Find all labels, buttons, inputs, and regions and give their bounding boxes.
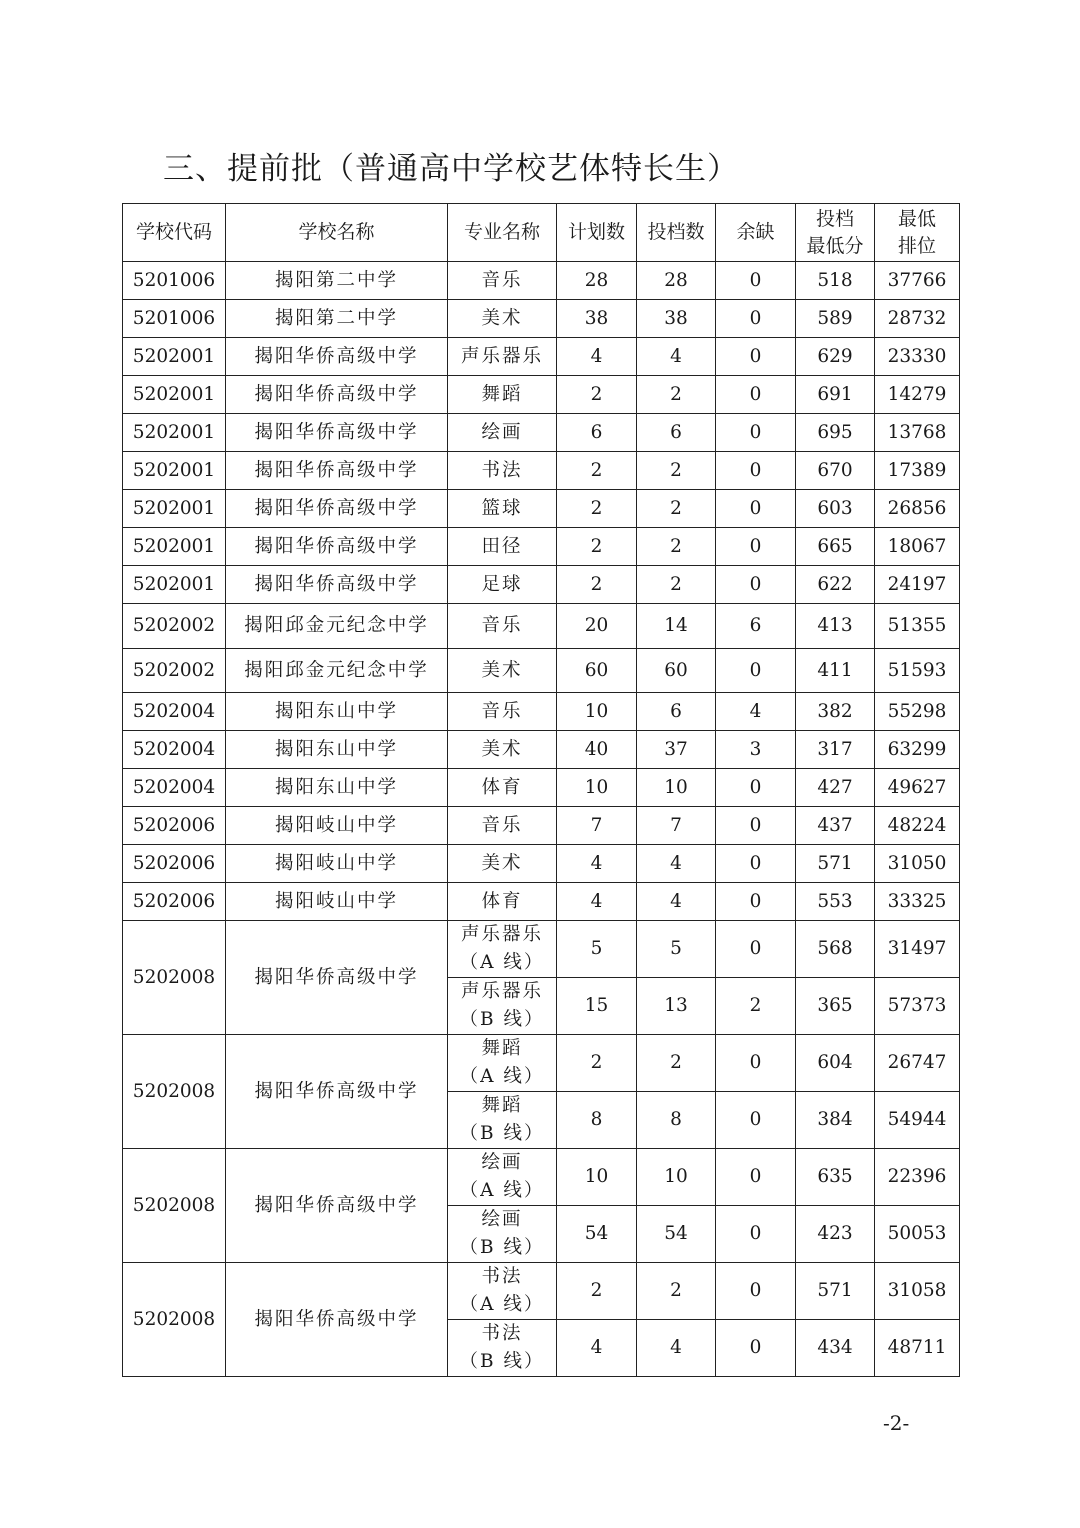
cell-plan: 2: [557, 452, 637, 490]
cell-score: 518: [796, 262, 875, 300]
cell-vacancy: 0: [716, 649, 796, 693]
cell-filed: 38: [637, 300, 716, 338]
cell-vacancy: 0: [716, 566, 796, 604]
major-line-tag: （A 线）: [459, 1294, 545, 1315]
cell-plan: 2: [557, 1035, 637, 1092]
table-row: [123, 376, 960, 414]
section-title: 三、提前批（普通高中学校艺体特长生）: [163, 151, 739, 187]
cell-major: 音乐: [448, 693, 557, 731]
cell-rank: 63299: [875, 731, 960, 769]
major-label: 绘画: [481, 1152, 523, 1173]
cell-major: 音乐: [448, 604, 557, 649]
cell-score: 427: [796, 769, 875, 807]
cell-major: 美术: [448, 300, 557, 338]
cell-code: 5202001: [123, 528, 226, 566]
table-row: [123, 807, 960, 845]
cell-filed: 14: [637, 604, 716, 649]
table-row: [123, 845, 960, 883]
cell-rank: 14279: [875, 376, 960, 414]
cell-vacancy: 0: [716, 1320, 796, 1377]
cell-name: 揭阳华侨高级中学: [226, 490, 448, 528]
cell-major: [448, 978, 557, 1035]
cell-name: 揭阳岐山中学: [226, 883, 448, 921]
cell-name: 揭阳华侨高级中学: [226, 338, 448, 376]
cell-plan: 20: [557, 604, 637, 649]
cell-vacancy: 2: [716, 978, 796, 1035]
table-row: [123, 262, 960, 300]
cell-filed: 4: [637, 845, 716, 883]
cell-score: 665: [796, 528, 875, 566]
table-row: [123, 1035, 960, 1092]
major-label: 舞蹈: [481, 1038, 523, 1059]
cell-filed: 10: [637, 769, 716, 807]
table-row: [123, 769, 960, 807]
major-line-tag: （B 线）: [459, 1237, 545, 1258]
cell-name: 揭阳华侨高级中学: [226, 921, 448, 1035]
header-min-score: [796, 204, 875, 262]
cell-name: 揭阳第二中学: [226, 262, 448, 300]
cell-filed: 8: [637, 1092, 716, 1149]
cell-rank: 49627: [875, 769, 960, 807]
cell-major: 体育: [448, 769, 557, 807]
table-row: [123, 604, 960, 649]
cell-filed: 6: [637, 693, 716, 731]
cell-score: 635: [796, 1149, 875, 1206]
header-name: 学校名称: [226, 204, 448, 262]
table-row: [123, 1263, 960, 1320]
cell-vacancy: 0: [716, 300, 796, 338]
cell-name: 揭阳华侨高级中学: [226, 528, 448, 566]
cell-vacancy: 3: [716, 731, 796, 769]
cell-plan: 10: [557, 769, 637, 807]
cell-plan: 4: [557, 883, 637, 921]
cell-code: 5202001: [123, 414, 226, 452]
major-label: 绘画: [481, 1209, 523, 1230]
header-filed: 投档数: [637, 204, 716, 262]
cell-score: 670: [796, 452, 875, 490]
cell-score: 691: [796, 376, 875, 414]
header-plan: 计划数: [557, 204, 637, 262]
cell-name: 揭阳邱金元纪念中学: [226, 604, 448, 649]
cell-name: 揭阳岐山中学: [226, 845, 448, 883]
cell-filed: 2: [637, 452, 716, 490]
cell-score: 382: [796, 693, 875, 731]
cell-vacancy: 0: [716, 414, 796, 452]
cell-filed: 13: [637, 978, 716, 1035]
cell-major: 体育: [448, 883, 557, 921]
cell-code: 5202008: [123, 1149, 226, 1263]
cell-rank: 31497: [875, 921, 960, 978]
cell-plan: 2: [557, 1263, 637, 1320]
cell-major: 美术: [448, 845, 557, 883]
cell-rank: 17389: [875, 452, 960, 490]
cell-name: 揭阳东山中学: [226, 769, 448, 807]
cell-score: 437: [796, 807, 875, 845]
cell-rank: 26856: [875, 490, 960, 528]
cell-name: 揭阳第二中学: [226, 300, 448, 338]
cell-name: 揭阳东山中学: [226, 693, 448, 731]
table-row: [123, 921, 960, 978]
cell-rank: 24197: [875, 566, 960, 604]
major-line-tag: （B 线）: [459, 1009, 545, 1030]
cell-score: 553: [796, 883, 875, 921]
table-row: [123, 452, 960, 490]
cell-rank: 31050: [875, 845, 960, 883]
major-label: 声乐器乐: [460, 981, 543, 1002]
cell-vacancy: 0: [716, 1206, 796, 1263]
cell-code: 5201006: [123, 300, 226, 338]
cell-filed: 10: [637, 1149, 716, 1206]
cell-name: 揭阳华侨高级中学: [226, 1263, 448, 1377]
cell-vacancy: 0: [716, 769, 796, 807]
table-row: [123, 300, 960, 338]
cell-plan: 8: [557, 1092, 637, 1149]
cell-filed: 2: [637, 376, 716, 414]
cell-score: 571: [796, 1263, 875, 1320]
cell-major: 声乐器乐: [448, 338, 557, 376]
cell-score: 571: [796, 845, 875, 883]
page-number: -2-: [883, 1411, 910, 1435]
cell-plan: 4: [557, 845, 637, 883]
cell-vacancy: 4: [716, 693, 796, 731]
cell-vacancy: 0: [716, 883, 796, 921]
cell-vacancy: 0: [716, 490, 796, 528]
admission-table: [122, 203, 960, 1377]
cell-score: 317: [796, 731, 875, 769]
cell-major: [448, 1320, 557, 1377]
cell-score: 434: [796, 1320, 875, 1377]
cell-code: 5202008: [123, 1263, 226, 1377]
cell-filed: 4: [637, 338, 716, 376]
cell-code: 5202002: [123, 649, 226, 693]
cell-code: 5202001: [123, 376, 226, 414]
table-row: [123, 338, 960, 376]
cell-rank: 26747: [875, 1035, 960, 1092]
cell-rank: 31058: [875, 1263, 960, 1320]
cell-rank: 13768: [875, 414, 960, 452]
table-row: [123, 414, 960, 452]
cell-filed: 2: [637, 490, 716, 528]
cell-name: 揭阳东山中学: [226, 731, 448, 769]
table-row: [123, 528, 960, 566]
cell-major: 绘画: [448, 414, 557, 452]
header-min-rank-line2: 排位: [897, 234, 936, 257]
cell-score: 622: [796, 566, 875, 604]
header-row: [123, 204, 960, 262]
cell-vacancy: 6: [716, 604, 796, 649]
cell-plan: 6: [557, 414, 637, 452]
major-line-tag: （A 线）: [459, 1180, 545, 1201]
cell-score: 589: [796, 300, 875, 338]
cell-major: [448, 1092, 557, 1149]
cell-filed: 2: [637, 1035, 716, 1092]
cell-major: [448, 1149, 557, 1206]
major-label: 舞蹈: [481, 1095, 523, 1116]
cell-plan: 7: [557, 807, 637, 845]
cell-name: 揭阳华侨高级中学: [226, 452, 448, 490]
cell-major: 足球: [448, 566, 557, 604]
header-min-rank-line1: 最低: [897, 207, 936, 230]
cell-code: 5202001: [123, 452, 226, 490]
cell-filed: 60: [637, 649, 716, 693]
cell-score: 384: [796, 1092, 875, 1149]
cell-plan: 28: [557, 262, 637, 300]
cell-filed: 2: [637, 566, 716, 604]
cell-rank: 57373: [875, 978, 960, 1035]
cell-score: 603: [796, 490, 875, 528]
cell-plan: 4: [557, 1320, 637, 1377]
cell-plan: 2: [557, 528, 637, 566]
cell-code: 5202001: [123, 338, 226, 376]
header-major: 专业名称: [448, 204, 557, 262]
cell-rank: 48711: [875, 1320, 960, 1377]
cell-code: 5202002: [123, 604, 226, 649]
cell-rank: 51355: [875, 604, 960, 649]
cell-code: 5202004: [123, 731, 226, 769]
cell-major: [448, 1263, 557, 1320]
cell-score: 411: [796, 649, 875, 693]
cell-major: 美术: [448, 731, 557, 769]
cell-code: 5202008: [123, 921, 226, 1035]
cell-vacancy: 0: [716, 262, 796, 300]
cell-score: 365: [796, 978, 875, 1035]
cell-major: [448, 1206, 557, 1263]
cell-major: 音乐: [448, 262, 557, 300]
cell-score: 568: [796, 921, 875, 978]
cell-plan: 5: [557, 921, 637, 978]
cell-name: 揭阳岐山中学: [226, 807, 448, 845]
cell-rank: 54944: [875, 1092, 960, 1149]
cell-name: 揭阳华侨高级中学: [226, 376, 448, 414]
cell-name: 揭阳华侨高级中学: [226, 1149, 448, 1263]
header-min-score-line1: 投档: [815, 207, 854, 230]
cell-major: 音乐: [448, 807, 557, 845]
cell-filed: 7: [637, 807, 716, 845]
table-row: [123, 883, 960, 921]
cell-code: 5202001: [123, 566, 226, 604]
cell-filed: 2: [637, 1263, 716, 1320]
cell-code: 5202006: [123, 845, 226, 883]
cell-vacancy: 0: [716, 1035, 796, 1092]
cell-code: 5202006: [123, 883, 226, 921]
cell-plan: 2: [557, 376, 637, 414]
major-line-tag: （B 线）: [459, 1123, 545, 1144]
cell-rank: 50053: [875, 1206, 960, 1263]
cell-filed: 4: [637, 883, 716, 921]
cell-vacancy: 0: [716, 1149, 796, 1206]
cell-score: 629: [796, 338, 875, 376]
table-row: [123, 490, 960, 528]
cell-score: 604: [796, 1035, 875, 1092]
cell-vacancy: 0: [716, 528, 796, 566]
cell-code: 5202001: [123, 490, 226, 528]
cell-code: 5201006: [123, 262, 226, 300]
cell-code: 5202008: [123, 1035, 226, 1149]
cell-rank: 23330: [875, 338, 960, 376]
cell-vacancy: 0: [716, 1263, 796, 1320]
cell-code: 5202004: [123, 693, 226, 731]
cell-plan: 2: [557, 566, 637, 604]
cell-filed: 4: [637, 1320, 716, 1377]
cell-plan: 38: [557, 300, 637, 338]
cell-plan: 60: [557, 649, 637, 693]
cell-plan: 54: [557, 1206, 637, 1263]
major-label: 书法: [481, 1323, 523, 1344]
cell-rank: 55298: [875, 693, 960, 731]
cell-name: 揭阳华侨高级中学: [226, 414, 448, 452]
cell-filed: 5: [637, 921, 716, 978]
cell-name: 揭阳华侨高级中学: [226, 1035, 448, 1149]
cell-rank: 48224: [875, 807, 960, 845]
cell-filed: 6: [637, 414, 716, 452]
table-row: [123, 649, 960, 693]
cell-filed: 37: [637, 731, 716, 769]
cell-vacancy: 0: [716, 1092, 796, 1149]
cell-rank: 51593: [875, 649, 960, 693]
cell-rank: 37766: [875, 262, 960, 300]
cell-name: 揭阳邱金元纪念中学: [226, 649, 448, 693]
cell-filed: 2: [637, 528, 716, 566]
cell-plan: 10: [557, 693, 637, 731]
cell-rank: 18067: [875, 528, 960, 566]
cell-code: 5202004: [123, 769, 226, 807]
cell-score: 423: [796, 1206, 875, 1263]
cell-vacancy: 0: [716, 452, 796, 490]
cell-filed: 54: [637, 1206, 716, 1263]
cell-rank: 22396: [875, 1149, 960, 1206]
major-line-tag: （B 线）: [459, 1351, 545, 1372]
cell-vacancy: 0: [716, 807, 796, 845]
cell-major: 书法: [448, 452, 557, 490]
cell-major: [448, 921, 557, 978]
header-min-rank: [875, 204, 960, 262]
cell-code: 5202006: [123, 807, 226, 845]
table-row: [123, 731, 960, 769]
major-label: 书法: [481, 1266, 523, 1287]
cell-major: 舞蹈: [448, 376, 557, 414]
header-min-score-line2: 最低分: [806, 234, 864, 257]
cell-plan: 40: [557, 731, 637, 769]
cell-plan: 15: [557, 978, 637, 1035]
cell-major: 田径: [448, 528, 557, 566]
cell-name: 揭阳华侨高级中学: [226, 566, 448, 604]
major-label: 声乐器乐: [460, 924, 543, 945]
cell-vacancy: 0: [716, 338, 796, 376]
cell-plan: 4: [557, 338, 637, 376]
table-row: [123, 1149, 960, 1206]
major-line-tag: （A 线）: [459, 952, 545, 973]
cell-vacancy: 0: [716, 845, 796, 883]
cell-plan: 2: [557, 490, 637, 528]
table-row: [123, 693, 960, 731]
cell-filed: 28: [637, 262, 716, 300]
major-line-tag: （A 线）: [459, 1066, 545, 1087]
cell-rank: 33325: [875, 883, 960, 921]
cell-score: 695: [796, 414, 875, 452]
header-vacancy: 余缺: [716, 204, 796, 262]
cell-score: 413: [796, 604, 875, 649]
cell-plan: 10: [557, 1149, 637, 1206]
cell-vacancy: 0: [716, 921, 796, 978]
table-row: [123, 566, 960, 604]
header-code: 学校代码: [123, 204, 226, 262]
cell-major: [448, 1035, 557, 1092]
cell-major: 篮球: [448, 490, 557, 528]
cell-vacancy: 0: [716, 376, 796, 414]
cell-rank: 28732: [875, 300, 960, 338]
cell-major: 美术: [448, 649, 557, 693]
